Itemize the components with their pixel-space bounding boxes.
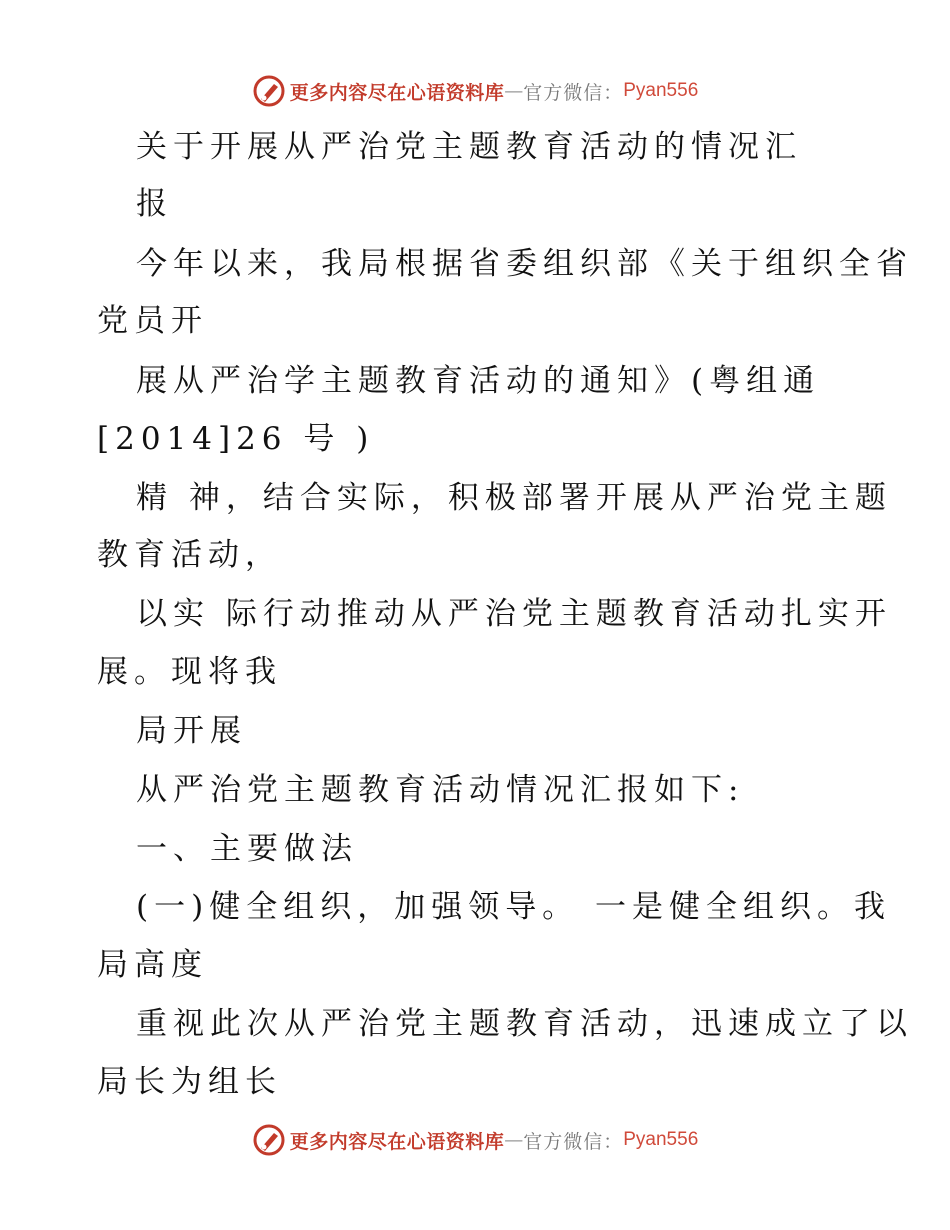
doc-text-line: 展。现将我 [97, 654, 282, 690]
doc-title-line-2: 报 [136, 186, 173, 222]
section-heading: 一、主要做法 [136, 831, 358, 867]
doc-text-line: 局高度 [97, 947, 208, 983]
banner-text: 更多内容尽在心语资料库 [289, 1130, 505, 1153]
banner-wechat-label: 官方微信： [523, 1130, 624, 1153]
doc-text-line: 党员开 [97, 303, 208, 339]
banner-wechat-id: Pyan556 [623, 1129, 699, 1150]
banner-separator: — [504, 80, 524, 102]
pen-logo-icon [252, 1123, 286, 1157]
banner-text: 更多内容尽在心语资料库 [289, 81, 505, 104]
doc-text-line: 重视此次从严治党主题教育活动，迅速成立了以 [136, 1006, 913, 1042]
doc-title-line-1: 关于开展从严治党主题教育活动的情况汇 [136, 129, 802, 165]
doc-text-line: 局长为组长 [97, 1064, 282, 1100]
footer-banner [0, 1120, 950, 1160]
banner-wechat-id: Pyan556 [623, 80, 699, 101]
doc-text-line: 今年以来，我局根据省委组织部《关于组织全省 [136, 246, 913, 282]
doc-text-line: (一)健全组织，加强领导。 一是健全组织。我 [136, 889, 892, 925]
doc-text-line: 局开展 [136, 713, 247, 749]
doc-text-line: 展从严治学主题教育活动的通知》(粤组通 [136, 363, 821, 399]
banner-separator: — [504, 1129, 524, 1151]
doc-text-line: 从严治党主题教育活动情况汇报如下: [136, 772, 745, 808]
banner-wechat-label: 官方微信： [523, 81, 624, 104]
doc-text-line: [2014]26 号 ) [97, 421, 375, 457]
doc-text-line: 以实 际行动推动从严治党主题教育活动扎实开 [136, 596, 892, 632]
doc-text-line: 精 神，结合实际，积极部署开展从严治党主题 [136, 480, 892, 516]
doc-text-line: 教育活动， [97, 537, 282, 573]
